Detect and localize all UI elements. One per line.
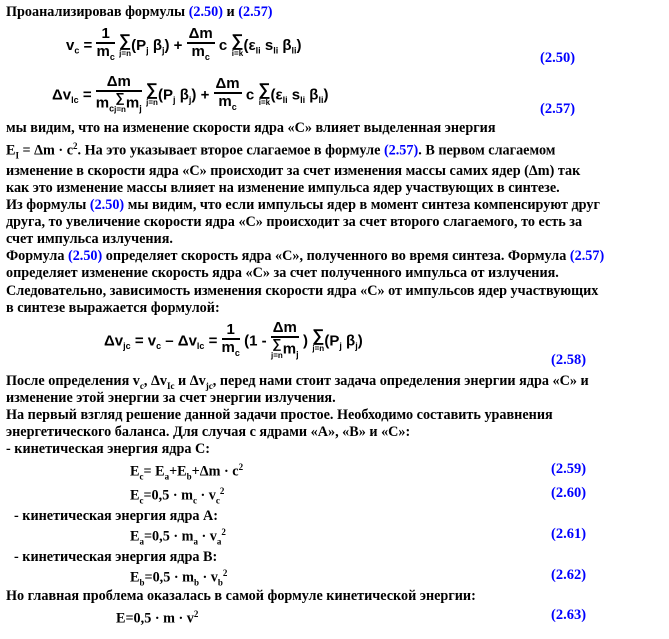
e262-sub2: b [193,577,199,588]
eq-2-59 [130,459,243,486]
f257-term1-beta: β [179,86,189,104]
e261-a: E [130,528,140,545]
f250-eq: = [83,37,93,54]
f250-term1: (P [131,37,147,54]
e259-sup: 2 [238,462,244,472]
e262-sup: 2 [222,568,228,578]
e262-sub: b [139,577,145,588]
eq-number-2-61[interactable]: (2.61) [551,526,587,542]
f258-frac1-den: m [221,338,235,356]
e263-sup: 2 [193,609,199,619]
e260-sub2: c [192,495,197,506]
e261-c: · v [197,528,217,545]
f257-frac1 [96,74,142,116]
para2-line3: счет импульса излучения. [6,231,173,247]
f250-term2-beta: β [282,37,292,54]
eq-number-2-63[interactable]: (2.63) [551,607,587,623]
f258-lhs: Δv [104,332,124,350]
e261-sub3: a [216,536,222,547]
para3-ref-2-50[interactable]: (2.50) [67,248,103,264]
para1-energy-eq: = Δm · c [18,142,73,159]
f250-term1-beta: β [152,37,162,54]
f250-frac2-den: m [191,43,205,60]
f257-plus: + [200,86,210,104]
para4-line5: - кинетическая энергия ядра С: [6,441,210,457]
intro-and: и [222,4,239,20]
intro-line [6,4,273,21]
f258-frac2 [271,320,299,362]
f257-lhs: Δv [52,86,72,104]
para3-line1 [6,248,604,265]
f257-term1: (P [158,86,174,104]
e259-b: = E [143,463,165,480]
e262-c: · v [198,569,218,586]
para3-line2: определяет изменение скорость ядра «С» за счет полученного импульса от излучения. [6,265,559,281]
problem-line: Но главная проблема оказалась в самой формуле кинетической энергии: [6,588,476,604]
f258-eq: = [204,332,218,350]
f257-term2-eps-sub: li [282,95,288,106]
f257-term2-beta-sub: li [318,95,324,106]
f250-term1-beta-sub: j [161,45,165,56]
ref-2-57[interactable]: (2.57) [238,4,273,20]
f258-term: (P [324,332,340,350]
f250-term2-eps-sub: li [255,45,261,56]
f250-frac2 [187,26,215,65]
f258-frac1 [222,322,240,361]
f250-frac1 [96,26,114,65]
f258-frac2-den-m: m [282,340,297,358]
para4-line1-sub1: c [139,380,144,391]
para4-line1-c: и Δv [174,373,206,389]
f250-frac2-num: Δm [188,25,213,42]
e259-sub-a: a [164,471,170,482]
f258-sum-lim: j=n [312,344,325,354]
e261-b: =0,5 · m [143,528,194,545]
para4-line4: энергетического баланса. Для случая с ядрами «А», «В» и «С»: [6,424,411,440]
f257-frac2-den: m [218,92,232,110]
e260-sub3: c [215,495,220,506]
f257-frac1-den-m: m [125,94,140,112]
e259-sub-b: b [186,471,192,482]
f257-term2: (ε [270,86,283,104]
f258-frac1-num: 1 [222,322,240,340]
para4-line1-b: , Δv [143,373,167,389]
f250-c: c [218,37,228,54]
para4-line1-sub3: jc [205,380,213,391]
f250-term1-close: ) [164,37,170,54]
f257-sum2-lim: i=k [258,98,271,108]
f257-frac1-den: m [95,94,110,112]
eq-2-60 [130,483,224,510]
f250-frac1-den: m [96,43,110,60]
f250-frac1-den-sub: c [109,52,115,62]
f250-sum2-lim: i=k [231,48,244,58]
label-nucleus-b: - кинетическая энергия ядра В: [14,549,218,565]
e261-sub: a [139,536,144,547]
f250-lhs-sub: c [74,45,80,56]
para4-line3: На первый взгляд решение данной задачи простое. Необходимо составить уравнения [6,407,553,423]
f250-frac1-num: 1 [96,26,114,44]
f250-lhs: v [66,37,75,54]
f257-frac1-den-sub: c [109,103,115,114]
f257-c: c [245,86,255,104]
e261-sup: 2 [221,527,226,537]
f257-sum2: ∑ i=k [258,80,271,108]
para1-ref-2-57[interactable]: (2.57) [383,142,419,159]
f258-term-sub: j [339,341,342,352]
f258-paren-open: (1 - [244,332,267,350]
f258-mid: = v [134,332,157,350]
para1-energy-symbol: E [6,142,16,159]
para1-energy-sup: 2 [73,141,78,151]
f257-term1-close: ) [191,86,197,104]
f257-frac1-num: Δm [96,74,142,92]
f257-term1-sub: j [173,95,176,106]
e260-sub: c [139,495,144,506]
f257-term2-beta: β [309,86,319,104]
eq-number-2-58[interactable]: (2.58) [551,352,587,368]
para4-line2: изменение этой энергии за счет энергии излучения. [6,390,336,406]
para2-line1-b: мы видим, что если импульсы ядер в момент синтеза компенсируют друг [124,197,600,213]
para3-line4: в синтезе выражается формулой: [6,300,220,316]
f258-lhs-sub: jc [123,341,131,352]
e260-sup: 2 [219,486,225,496]
formula-2-57 [52,74,328,116]
f258-paren-close: ) [303,332,309,350]
e259-sub: c [139,471,144,482]
f258-minus: – Δv [161,332,197,350]
para2-ref-2-50[interactable]: (2.50) [89,197,125,213]
eq-number-2-60[interactable]: (2.60) [551,485,587,501]
f250-term2-close: ) [296,37,302,54]
para1-energy-sub: I [15,150,19,161]
para1-line1: мы видим, что на изменение скорости ядра «С» влияет выделенная энергия [6,120,496,136]
formula-2-58 [104,320,363,362]
eq-2-61 [130,524,226,551]
f257-frac2-num: Δm [215,74,240,92]
f258-term-close: ) [357,332,363,350]
f257-frac2-den-sub: c [231,101,237,112]
f258-frac2-den-sum: ∑ j=n [270,336,283,360]
f257-eq: = [82,86,92,104]
e261-sub2: a [193,536,198,547]
eq-number-2-62[interactable]: (2.62) [551,567,587,583]
f258-sum: ∑ j=n [312,326,325,354]
e262-sub3: b [217,577,223,588]
f258-minus-sub: lc [196,341,205,352]
e262-a: E [130,569,140,586]
f257-term2-close: ) [323,86,329,104]
label-nucleus-a: - кинетическая энергия ядра А: [14,508,218,524]
f250-plus: + [173,37,183,54]
e259-a: E [130,463,140,480]
para1-line3: изменение в скорости ядра «С» происходит за счет изменения массы самих ядер (Δm) так [6,163,581,179]
e262-b: =0,5 · m [144,569,194,586]
eq-number-2-59[interactable]: (2.59) [551,461,587,477]
para1-line2 [6,138,555,165]
f258-frac2-den-m-sub: j [296,349,299,360]
f250-term2-s-sub: li [273,45,279,56]
para1-line4: как это изменение массы влияет на изменение импульса ядер участвующих в синтезе. [6,180,560,196]
f257-frac1-den-sum-lim: j=n [114,105,126,114]
para3-line1-b: определяет скорость ядра «С», полученного во время синтеза. Формула [102,248,570,264]
para4-line1-d: , перед нами стоит задача определения энергии ядра «С» и [212,373,589,389]
f257-term2-s: s [291,86,301,104]
para3-line1-a: Формула [6,248,68,264]
f250-term1-sub: j [146,45,149,56]
f250-sum1: ∑ j=n [119,30,132,58]
eq-2-63 [116,606,198,628]
f250-term2-beta-sub: li [291,45,297,56]
f250-sum2: ∑ i=k [231,30,244,58]
e259-c: +E [169,463,187,480]
para2-line1 [6,197,600,214]
f250-sum1-lim: j=n [119,48,131,58]
para1-line2-tail: . В первом слагаемом [418,142,556,159]
eq-number-2-57[interactable]: (2.57) [540,101,576,117]
para1-line2-text: . На это указывает второе слагаемое в формуле [77,142,384,159]
f257-lhs-sub: lc [71,95,79,106]
f257-term1-beta-sub: j [188,95,192,106]
f258-frac2-den-sum-lim: j=n [270,351,283,360]
f258-term-beta: β [346,332,356,350]
e259-d: +Δm · c [191,463,239,480]
e263-a: E=0,5 · m · v [116,610,194,627]
para3-line3: Следовательно, зависимость изменения скорости ядра «С» от импульсов ядер участвующих [6,283,599,299]
f258-mid-sub: c [156,341,162,352]
para4-line1-a: После определения v [6,373,140,389]
eq-number-2-50[interactable]: (2.50) [540,50,576,66]
ref-2-50[interactable]: (2.50) [188,4,223,20]
f250-term2: (ε [243,37,256,54]
f257-frac1-den-sum: ∑ j=n [114,90,126,114]
para3-ref-2-57[interactable]: (2.57) [569,248,605,264]
f258-frac2-num: Δm [272,319,297,336]
f250-term2-s: s [264,37,274,54]
para4-line1-sub2: Ic [167,380,175,391]
f257-frac2 [214,76,242,115]
f258-frac1-den-sub: c [234,347,240,358]
f258-term-beta-sub: j [355,341,358,352]
f257-frac1-den-m-sub: j [139,103,142,114]
e260-a: E [130,487,140,504]
f257-sum1-lim: j=n [146,98,158,108]
e260-c: · v [196,487,216,504]
f257-term2-s-sub: li [300,95,306,106]
para2-line2: друга, то увеличение скорости ядра «С» происходит за счет второго слагаемого, то есть за [6,214,583,230]
para2-line1-a: Из формулы [6,197,90,213]
e260-b: =0,5 · m [143,487,193,504]
intro-text: Проанализировав формулы [6,4,189,20]
f250-frac2-den-sub: c [204,52,210,62]
formula-2-50 [66,26,302,65]
f257-sum1: ∑ j=n [145,80,159,108]
